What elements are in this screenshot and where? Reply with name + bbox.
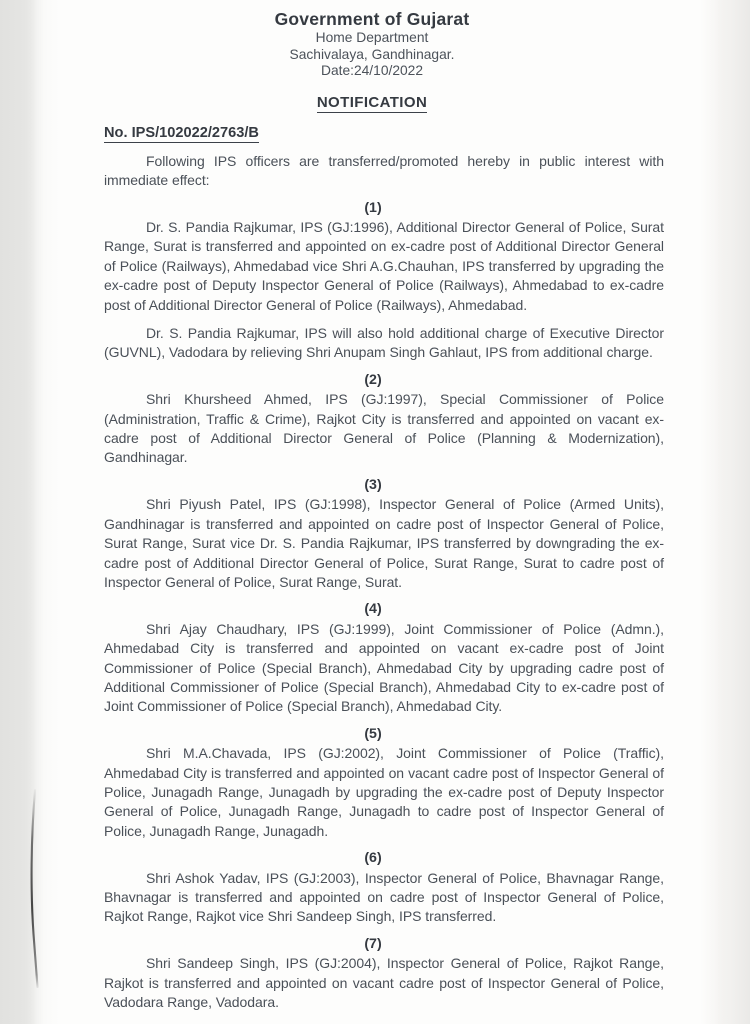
section-6-paragraph: Shri Ashok Yadav, IPS (GJ:2003), Inspector General of Police, Bhavnagar Range, Bhavnagar is transferred and appointed on cadre post of Inspector General of Police, Rajkot Range, Rajkot vice Shri Sandeep Singh, IPS transferred. bbox=[104, 869, 664, 925]
document-header bbox=[104, 0, 664, 113]
section-4-number: (4) bbox=[364, 601, 382, 618]
intro-paragraph: Following IPS officers are transferred/promoted hereby in public interest with immediate effect: bbox=[104, 152, 664, 189]
address-line: Sachivalaya, Gandhinagar. bbox=[289, 46, 455, 62]
scan-crease-mark bbox=[26, 786, 44, 991]
section-3 bbox=[104, 476, 664, 592]
section-2-paragraph: Shri Khursheed Ahmed, IPS (GJ:1997), Special Commissioner of Police (Administration, Traffic & Crime), Rajkot City is transferred and appointed on vacant ex-cadre post of Additional Director General of Police (Planning & Modernization), Gandhinagar. bbox=[104, 391, 664, 466]
scan-right-edge-shade bbox=[716, 0, 750, 1024]
section-4-paragraph: Shri Ajay Chaudhary, IPS (GJ:1999), Joint Commissioner of Police (Admn.), Ahmedabad City is transferred and appointed on vacant ex-cadre post of Joint Commissioner of Police (Special Branch), Ahmedabad City by upgrading cadre post of Additional Commissioner of Police (Special Branch), Ahmedabad City to ex-cadre post of Joint Commissioner of Police (Special Branch), Ahmedabad City. bbox=[104, 620, 664, 715]
section-1-paragraph-1: Dr. S. Pandia Rajkumar, IPS (GJ:1996), Additional Director General of Police, Surat Range, Surat is transferred and appointed on ex-cadre post of Additional Director General of Police (Railways), Ahmedabad vice Shri A.G.Chauhan, IPS transferred by upgrading the ex-cadre post of Deputy Inspector General of Police (Railways), Ahmedabad to ex-cadre post of Additional Director General of Police (Railways), Ahmedabad. bbox=[104, 219, 664, 313]
section-7-number: (7) bbox=[364, 935, 382, 952]
section-5 bbox=[104, 725, 664, 841]
section-5-paragraph: Shri M.A.Chavada, IPS (GJ:2002), Joint Commissioner of Police (Traffic), Ahmedabad City is transferred and appointed on vacant cadre post of Inspector General of Police, Junagadh Range, Junagadh by upgrading the ex-cadre post of Deputy Inspector General of Police, Junagadh Range, Junagadh to cadre post of Inspector General of Police, Junagadh Range, Junagadh. bbox=[104, 745, 664, 839]
section-7 bbox=[104, 935, 664, 1013]
section-4 bbox=[104, 600, 664, 716]
department-line: Home Department bbox=[315, 30, 429, 45]
section-7-paragraph: Shri Sandeep Singh, IPS (GJ:2004), Inspector General of Police, Rajkot Range, Rajkot is transferred and appointed on vacant cadre post of Inspector General of Police, Vadodara Range, Vadodara. bbox=[104, 955, 664, 1011]
section-6 bbox=[104, 849, 664, 927]
notification-heading: NOTIFICATION bbox=[316, 93, 428, 111]
scan-left-edge-shade bbox=[0, 0, 36, 1024]
section-5-number: (5) bbox=[364, 725, 382, 742]
section-1-number: (1) bbox=[364, 199, 382, 216]
reference-number-text: No. IPS/102022/2763/B bbox=[104, 124, 259, 141]
reference-number bbox=[104, 125, 664, 141]
section-3-paragraph: Shri Piyush Patel, IPS (GJ:1998), Inspector General of Police (Armed Units), Gandhinagar is transferred and appointed on cadre post of Inspector General of Police, Surat Range, Surat vice Dr. S. Pandia Rajkumar, IPS transferred by downgrading the ex-cadre post of Additional Director General of Police, Surat Range, Surat to cadre post of Inspector General of Police, Surat Range, Surat. bbox=[104, 496, 664, 590]
section-6-number: (6) bbox=[364, 850, 382, 867]
section-1 bbox=[104, 199, 664, 363]
date-line: Date:24/10/2022 bbox=[320, 63, 424, 79]
section-3-number: (3) bbox=[364, 476, 382, 493]
section-2-number: (2) bbox=[364, 371, 382, 388]
page-title: Government of Gujarat bbox=[274, 9, 470, 29]
notification-document bbox=[104, 0, 664, 1012]
section-2 bbox=[104, 371, 664, 468]
section-1-paragraph-2: Dr. S. Pandia Rajkumar, IPS will also hold additional charge of Executive Director (GUVNL), Vadodara by relieving Shri Anupam Singh Gahlaut, IPS from additional charge. bbox=[104, 325, 664, 361]
